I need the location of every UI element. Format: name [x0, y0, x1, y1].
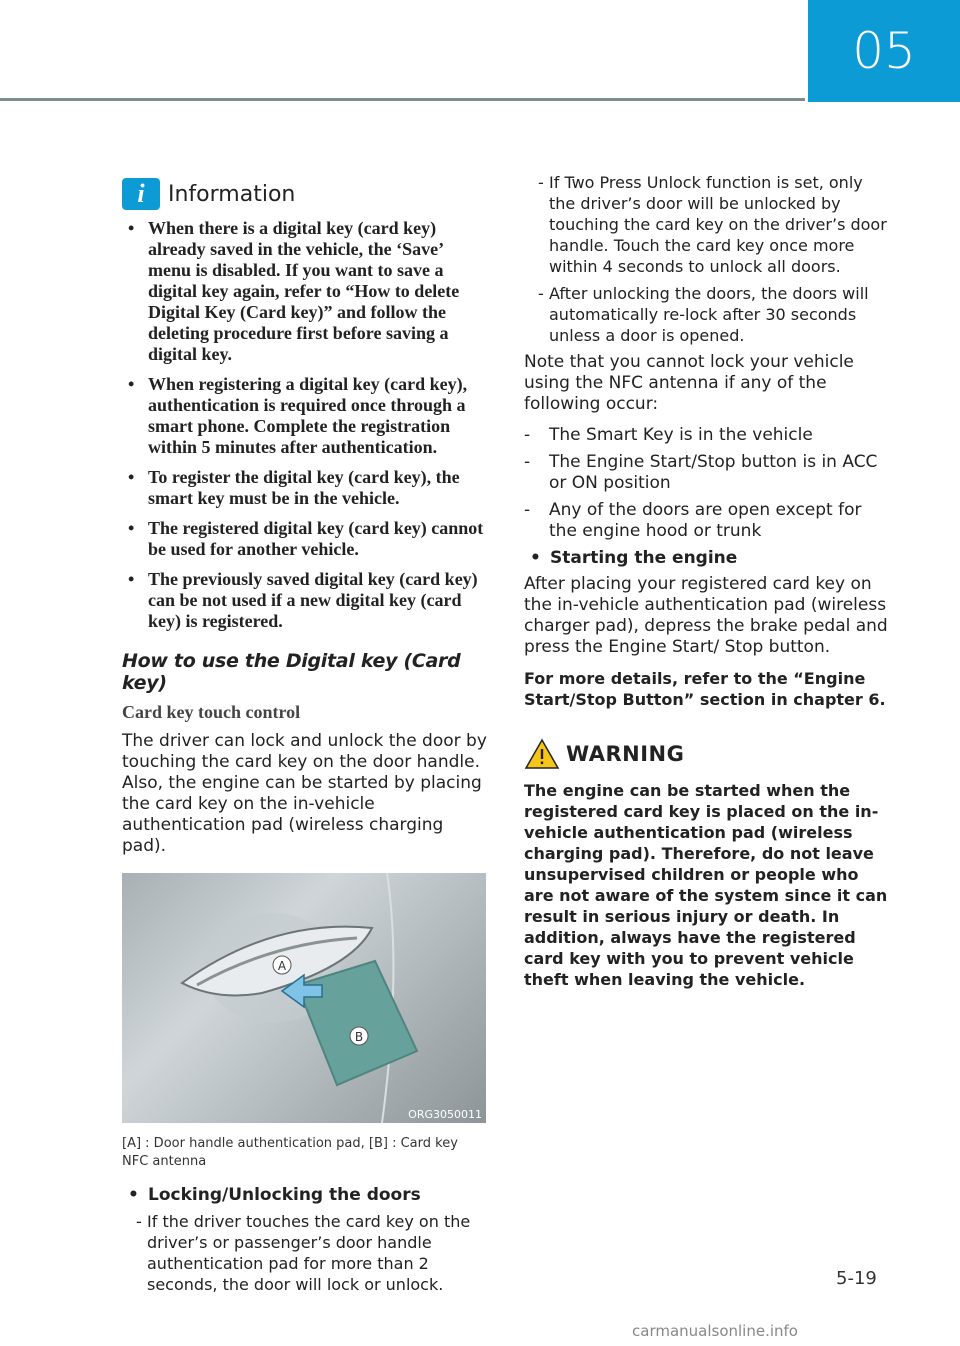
note-item: - The Smart Key is in the vehicle — [524, 425, 890, 446]
label-b: B — [354, 1030, 364, 1044]
watermark: carmanualsonline.info — [632, 1322, 798, 1340]
information-header — [122, 178, 488, 210]
locking-item: - If Two Press Unlock function is set, only the driver’s door will be unlocked by touching the card key on the driver’s door handle. Touch the card key once more within 4 seconds to unlock all doors. — [524, 172, 890, 277]
header-rule — [0, 98, 805, 101]
starting-reference: For more details, refer to the “Engine Start/Stop Button” section in chapter 6. — [524, 669, 886, 709]
chapter-tab — [808, 0, 960, 102]
figure-code: ORG3050011 — [408, 1108, 482, 1121]
label-a-marker — [273, 956, 291, 974]
warning-triangle-icon — [524, 738, 560, 770]
figure-caption: [A] : Door handle authentication pad, [B] : Card key NFC antenna — [122, 1136, 458, 1169]
warning-header — [524, 738, 890, 770]
warning-text: The engine can be started when the registered card key is placed on the in-vehicle authentication pad (wireless charging pad). Therefore, do not leave unsupervised children or people who are not aware of the system since it can result in serious injury or death. In addition, always have the registered card key with you to prevent vehicle theft when leaving the vehicle. — [524, 781, 888, 989]
left-column — [122, 178, 488, 1301]
information-item: • When there is a digital key (card key) already saved in the vehicle, the ‘Save’ menu is disabled. If you want to save a digital key again, refer to “How to delete Digital Key (Card key)” and follow the deleting procedure first before saving a digital key. — [122, 218, 488, 365]
info-icon: i — [122, 178, 160, 210]
intro-paragraph: The driver can lock and unlock the door by touching the card key on the door handle. Also, the engine can be started by placing the card key on the in-vehicle authentication pad (wireless charging pad). — [122, 731, 487, 856]
information-item: • The registered digital key (card key) cannot be used for another vehicle. — [122, 518, 488, 560]
door-handle-illustration — [122, 873, 486, 1123]
locking-title: • Locking/Unlocking the doors — [122, 1185, 488, 1205]
information-item: • When registering a digital key (card key), authentication is required once through a smart phone. Complete the registration within 5 minutes after authentication. — [122, 374, 488, 458]
section-subtitle: Card key touch control — [122, 702, 301, 722]
warning-title: WARNING — [566, 742, 685, 766]
chapter-number: 05 — [852, 22, 916, 80]
right-column — [524, 172, 890, 990]
information-item: • The previously saved digital key (card key) can be not used if a new digital key (card key) is registered. — [122, 569, 488, 632]
starting-paragraph: After placing your registered card key on the in-vehicle authentication pad (wireless charger pad), depress the brake pedal and press the Engine Start/ Stop button. — [524, 574, 888, 657]
note-paragraph: Note that you cannot lock your vehicle using the NFC antenna if any of the following occur: — [524, 352, 854, 414]
label-a: A — [277, 959, 287, 973]
starting-title: • Starting the engine — [524, 548, 890, 568]
section-title: How to use the Digital key (Card key) — [122, 650, 461, 694]
note-item: - Any of the doors are open except for the engine hood or trunk — [524, 500, 890, 542]
label-b-marker — [350, 1027, 368, 1045]
note-item: - The Engine Start/Stop button is in ACC or ON position — [524, 452, 890, 494]
page-number: 5-19 — [836, 1268, 877, 1289]
information-list — [122, 218, 488, 632]
locking-item: - If the driver touches the card key on the driver’s or passenger’s door handle authentication pad for more than 2 seconds, the door will lock or unlock. — [122, 1211, 488, 1295]
information-item: • To register the digital key (card key), the smart key must be in the vehicle. — [122, 467, 488, 509]
information-title: Information — [168, 181, 296, 207]
locking-item: - After unlocking the doors, the doors will automatically re-lock after 30 seconds unless a door is opened. — [524, 283, 890, 346]
door-handle-figure — [122, 873, 486, 1123]
